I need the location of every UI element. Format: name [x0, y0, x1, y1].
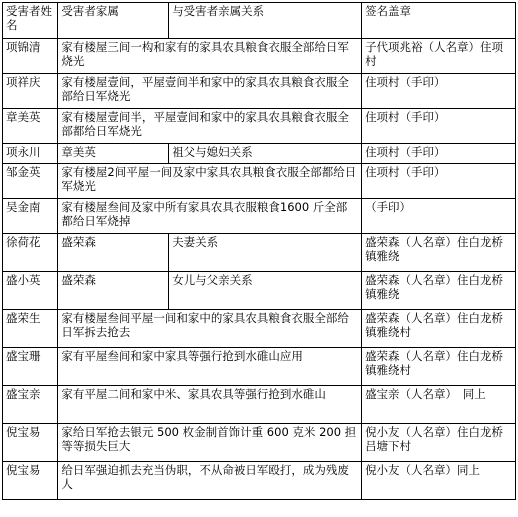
victim-name-cell: 倪宝易 [3, 462, 58, 500]
signature-cell: 住项村（手印） [362, 144, 516, 164]
relation-cell: 祖父与媳妇关系 [169, 144, 362, 164]
signature-cell: 住项村（手印） [362, 164, 516, 199]
table-row [3, 310, 516, 348]
header-victim-family: 受害者家属 [58, 3, 169, 39]
signature-cell: 住项村（手印） [362, 74, 516, 109]
victim-name-cell: 章美英 [3, 109, 58, 144]
table-row [3, 234, 516, 272]
victim-name-cell: 项锦清 [3, 39, 58, 74]
victim-name-cell: 徐荷花 [3, 234, 58, 272]
relation-cell: 女儿与父亲关系 [169, 272, 362, 310]
loss-description-cell: 家有平屋二间和家中米、家具农具等强行抢到水碓山 [58, 386, 362, 424]
loss-description-cell: 家有楼屋壹间，平屋壹间半和家中的家具农具粮食衣服全部给日军烧光 [58, 74, 362, 109]
victim-name-cell: 倪宝易 [3, 424, 58, 462]
loss-description-cell: 家给日军抢去银元 500 枚金制首饰计重 600 克米 200 担等等损失巨大 [58, 424, 362, 462]
loss-description-cell: 给日军强迫抓去充当伪职，不从命被日军殴打，成为残废人 [58, 462, 362, 500]
table-row [3, 424, 516, 462]
header-signature: 签名盖章 [362, 3, 516, 39]
table-row [3, 144, 516, 164]
signature-cell: 住项村（手印） [362, 109, 516, 144]
signature-cell: （手印） [362, 199, 516, 234]
victim-table [2, 2, 516, 500]
table-row [3, 74, 516, 109]
victim-name-cell: 盛荣生 [3, 310, 58, 348]
victim-name-cell: 项祥庆 [3, 74, 58, 109]
table-row [3, 199, 516, 234]
victim-name-cell: 项永川 [3, 144, 58, 164]
signature-cell: 盛荣森（人名章）住白龙桥镇雅绕村 [362, 310, 516, 348]
signature-cell: 子代项兆裕（人名章）住项村 [362, 39, 516, 74]
table-row [3, 462, 516, 500]
signature-cell: 倪小友（人名章）同上 [362, 462, 516, 500]
family-cell: 章美英 [58, 144, 169, 164]
table-row [3, 109, 516, 144]
victim-record-sheet [2, 2, 516, 515]
victim-name-cell: 盛宝珊 [3, 348, 58, 386]
signature-cell: 盛宝亲（人名章） 同上 [362, 386, 516, 424]
relation-cell: 夫妻关系 [169, 234, 362, 272]
signature-cell: 盛荣森（人名章）住白龙桥镇雅绕 [362, 272, 516, 310]
table-row [3, 39, 516, 74]
header-victim-name: 受害者姓名 [3, 3, 58, 39]
loss-description-cell: 家有楼屋叁间平屋一间和家中的家具农具粮食衣服全部给日军拆去抢去 [58, 310, 362, 348]
family-cell: 盛荣森 [58, 234, 169, 272]
table-header-row [3, 3, 516, 39]
loss-description-cell: 家有楼屋三间一构和家有的家具农具粮食衣服全部给日军烧光 [58, 39, 362, 74]
header-relation: 与受害者亲属关系 [169, 3, 362, 39]
loss-description-cell: 家有楼屋壹间半，平屋壹间和家中的家具农具粮食衣服全部都给日军烧光 [58, 109, 362, 144]
table-row [3, 272, 516, 310]
loss-description-cell: 家有楼屋叁间及家中所有家具农具衣服粮食1600 斤全部都给日军烧掉 [58, 199, 362, 234]
signature-cell: 盛荣森（人名章）住白龙桥镇雅绕 [362, 234, 516, 272]
loss-description-cell: 家有平屋叁间和家中家具等强行抢到水碓山应用 [58, 348, 362, 386]
signature-cell: 倪小友（人名章）住白龙桥吕塘下村 [362, 424, 516, 462]
table-row [3, 348, 516, 386]
victim-name-cell: 盛小英 [3, 272, 58, 310]
table-row [3, 386, 516, 424]
victim-name-cell: 吴金南 [3, 199, 58, 234]
family-cell: 盛荣森 [58, 272, 169, 310]
loss-description-cell: 家有楼屋2间平屋一间及家中家具农具粮食衣服全部都给日军烧光 [58, 164, 362, 199]
table-row [3, 164, 516, 199]
signature-cell: 盛荣森（人名章）住白龙桥镇雅绕村 [362, 348, 516, 386]
victim-name-cell: 盛宝亲 [3, 386, 58, 424]
victim-name-cell: 邹金英 [3, 164, 58, 199]
